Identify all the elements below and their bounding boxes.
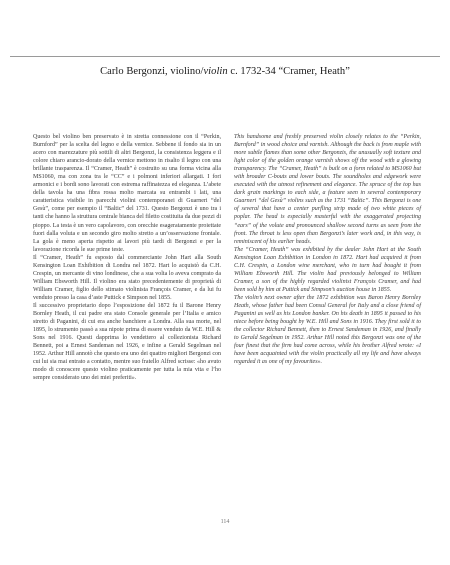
english-text-column	[234, 133, 421, 366]
english-paragraph: This handsome and freshly preserved violin closely relates to the “Perkin, Burnford” in wood choice and varnish. Although the back is from maple with more subtle flames than some other Bergonzis, the unusually soft texture and light color of the golden orange varnish shows off the wood with a glowing transparency. The “Cramer, Heath” is built on a form related to MS1060 but with broader C-bouts and lower bouts. The soundholes and edgework were executed with the utmost refinement and elegance. The spruce of the top has dark grain markings to each side, a feature seen in several contemporary Guarneri “del Gesù” violins such as the 1731 “Baltic”. This Bergonzi is one of several that have a center purfling strip made of two white pieces of poplar. The head is especially masterful with the exaggerated projecting “ears” of the volute and pronounced shallow second turns as seen from the front. The throat is less open than Bergonzi’s later work and, in this way, is reminiscent of his earlier heads.	[234, 134, 421, 245]
title-suffix: c. 1732-34 “Cramer, Heath”	[227, 66, 350, 77]
page-title	[0, 66, 450, 77]
title-italic: violin	[203, 66, 228, 77]
top-rule	[10, 56, 440, 57]
italian-paragraph: Il “Cramer, Heath” fu esposto dal commerciante John Hart alla South Kensington Loan Exhibition di Londra nel 1872. Hart lo acquistò da C.H. Crespin, un mercante di vino londinese, che a sua volta lo aveva comprato da William Ebsworth Hill. Il violino era stato precedentemente di proprietà di William Cramer, figlio dello stimato violinista François Cramer, e da lui fu venduto presso la casa d’aste Puttick e Simpson nel 1855.	[33, 254, 221, 301]
italian-text-column	[33, 133, 221, 382]
english-paragraph: The violin’s next owner after the 1872 exhibition was Baron Henry Bornley Heath, whose father had been Consul General for Italy and a close friend of Paganini as well as his London banker. On his death in 1895 it passed to his niece before being bought by W.E. Hill and Sons in 1916. They first sold it to the collector Richard Bennett, then to Ernest Sandeman in 1926, and finally to Gerald Segelman in 1952. Arthur Hill noted this Bergonzi was one of the four finest that the firm had come across, while his brother Alfred wrote: «I have been acquainted with the violin practically all my life and have always regarded it as one of my favourites».	[234, 294, 421, 366]
italian-paragraph: Il successivo proprietario dopo l’esposizione del 1872 fu il Barone Henry Bornley Heath, il cui padre era stato Console generale per l’Italia e amico stretto di Paganini, di cui era anche banchiere a Londra. Alla sua morte, nel 1895, lo strumento passò a sua nipote prima di essere venduto da W.E. Hill & Sons nel 1916. Questi dapprima lo vendettero al collezionista Richard Bennett, poi a Ernest Sandeman nel 1926, e infine a Gerald Segelman nel 1952. Arthur Hill annotò che questo era uno dei quattro migliori Bergonzi con cui lui sia mai entrato a contatto, mentre suo fratello Alfred scrisse: «ho avuto modo di conoscere questo violino praticamente per tutta la mia vita e l’ho sempre considerato uno dei miei preferiti».	[33, 302, 221, 382]
page-number: 114	[220, 519, 230, 525]
italian-paragraph: Questo bel violino ben preservato è in stretta connessione con il “Perkin, Burnford” per la scelta del legno e della vernice. Sebbene il fondo sia in un acero con marezzature più sottili di altri Bergonzi, la consistenza leggera e il colore chiaro arancio-dorato della vernice mettono in risalto il legno con una brillante trasparenza. Il “Cramer, Heath” è costruito su una forma vicina alla MS1060, ma con zona tra le “CC” e i polmoni inferiori allargati. I fori armonici e i bordi sono lavorati con estrema raffinatezza ed eleganza. L’abete della tavola ha una fibra rossa molto marcata su entrambi i lati, una caratteristica visibile in parecchi violini contemporanei di Guarneri “del Gesù”, come per esempio il “Baltic” del 1731. Questo Bergonzi è uno tra i tanti che hanno la struttura centrale bianca del filetto costituita da due pezzi di pioppo. La testa è un vero capolavoro, con orecchie esageratamente proiettate fuori dalla voluta e un secondo giro molto stretto a un’osservazione frontale. La gola è meno aperta rispetto ai lavori più tardi di Bergonzi e per la lavorazione ricorda le sue prime teste.	[33, 134, 221, 253]
title-prefix: Carlo Bergonzi, violino/	[100, 66, 204, 77]
english-paragraph: The “Cramer, Heath” was exhibited by the dealer John Hart at the South Kensington Loan Exhibition in London in 1872. Hart had acquired it from C.H. Crespin, a London wine merchant, who in turn had bought it from William Ebsworth Hill. The violin had previously belonged to William Cramer, a son of the highly regarded violinist François Cramer, and had been sold by him at Puttick and Simpson’s auction house in 1855.	[234, 246, 421, 293]
